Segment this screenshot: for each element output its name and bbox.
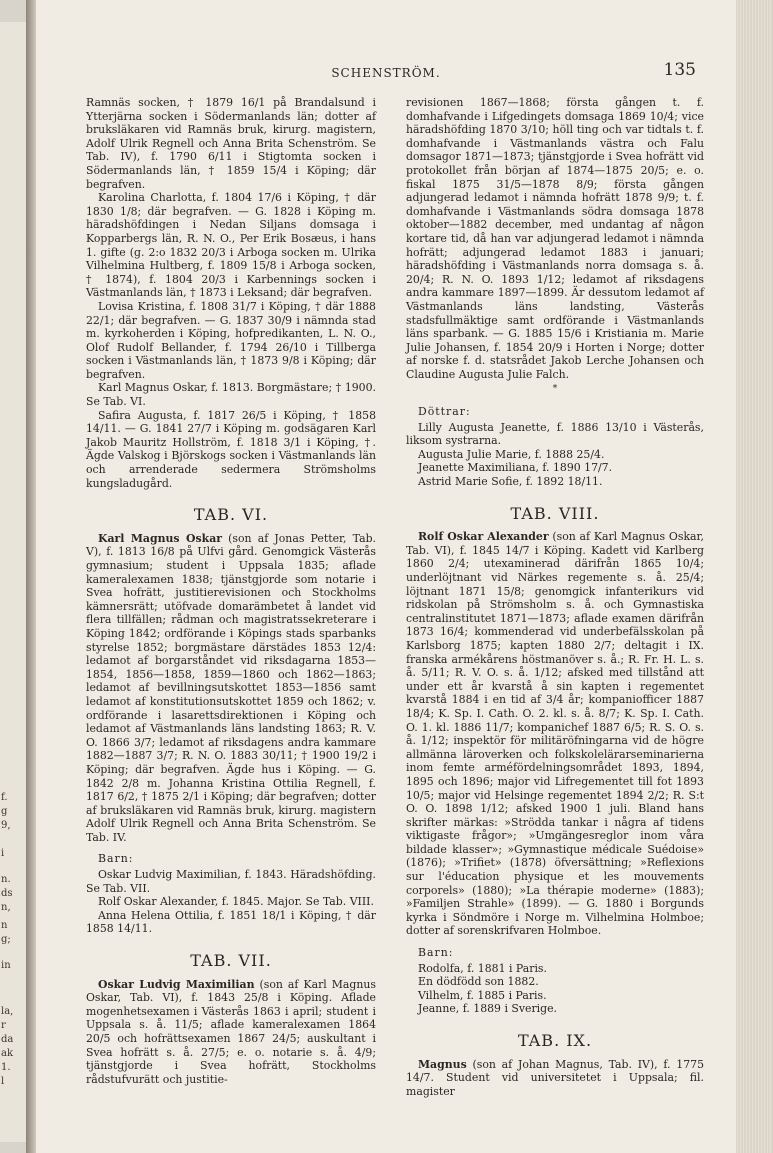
child-entry: Vilhelm, f. 1885 i Paris. [418,988,547,1002]
daughters-label: Döttrar: [418,405,471,419]
child-entry: En dödfödd son 1882. [418,975,539,989]
child-entry: Lilly Augusta Jeanette, f. 1886 13/10 i Västerås, liksom systrarna. [406,420,704,448]
page-number: 135 [663,60,696,80]
previous-page-edge [0,22,27,1142]
margin-fragment: da [1,1034,14,1045]
paragraph [406,530,704,938]
page-stack-edge [736,0,773,1153]
section-heading: TAB. IX. [517,1031,593,1050]
left-column [86,96,376,1086]
margin-fragment: i [1,848,5,859]
paragraph [86,532,376,845]
paragraph [86,978,376,1087]
margin-fragment: n [1,920,8,931]
section-heading: TAB. VI. [193,505,269,525]
section-heading: TAB. VII. [190,951,272,971]
paragraph-text: (son af Jonas Petter, Tab. V), f. 1813 16/8 på Ulfvi gård. Genomgick Västerås gymnasium; student i Uppsala 1835; aflade kameralexamen 1838; tjänstgjorde som notarie i Svea hofrätt, justitierevisionen och Stockholms kämnersrätt; utöfvade domarämbetet å landet vid flera tillfällen; rådman och magistratssekreterare i Köping 1842; ordförande i Köpings stads sparbanks styrelse 1852; borgmästare därstädes 1853 12/4: ledamot af borgarståndet vid riksdagarna 1853—1854, 1856—1858, 1859—1860 och 1862—1863; ledamot af bevillningsutskottet 1853—1856 samt ledamot af konstitutionsutskottet 1859 och 1862; v. ordförande i lasarettsdirektionen i Köping och ledamot af Västmanlands läns landsting 1863; R. V. O. 1866 3/7; ledamot af riksdagens andra kammare 1882—1887 3/7; R. N. O. 1883 30/11; † 1900 19/2 i Köping; där begrafven. Ägde hus i Köping. — G. 1842 2/8 m. Johanna Kristina Ottilia Regnell, f. 1817 6/2, † 1875 2/1 i Köping; där begrafven; dotter af bruksläkaren vid Ramnäs bruk, kirurg. magistern Adolf Ulrik Regnell och Anna Brita Schenström. Se Tab. IV. [86,531,376,844]
paragraph: Karolina Charlotta, f. 1804 17/6 i Köping, † där 1830 1/8; där begrafven. — G. 1828 i Köping m. häradshöfdingen i Nedan Siljans domsaga i Kopparbergs län, R. N. O., Per Erik Bosæus, i hans 1. gifte (g. 2:o 1832 20/3 i Arboga socken m. Ulrika Vilhelmina Hultberg, f. 1809 15/8 i Arboga socken, † 1874), f. 1804 20/3 i Karbennings socken i Västmanlands län, † 1873 i Leksand; där begrafven. [86,191,376,300]
book-gutter [26,0,36,1153]
paragraph [406,1058,704,1099]
margin-fragment: r [1,1020,6,1031]
paragraph: Safira Augusta, f. 1817 26/5 i Köping, † 1858 14/11. — G. 1841 27/7 i Köping m. godsägaren Karl Jakob Mauritz Hollström, f. 1818 3/1 i Köping, †. Ägde Valskog i Björskogs socken i Västmanlands län och arrenderade sedermera Strömsholms kungsladugård. [86,408,376,490]
margin-fragment: la, [1,1006,14,1017]
separator-star: * [552,384,558,395]
person-name: Rolf Oskar Alexander [418,530,549,544]
section-heading: TAB. VIII. [510,503,600,523]
child-entry: Rodolfa, f. 1881 i Paris. [418,961,547,975]
margin-fragment: 9, [1,820,11,831]
right-column [406,96,704,1098]
margin-fragment: n. [1,874,11,885]
margin-fragment: ds [1,888,13,899]
margin-fragment: f. [1,792,8,803]
running-head: SCHENSTRÖM. [331,66,441,80]
margin-fragment: ak [1,1048,14,1059]
child-entry: Oskar Ludvig Maximilian, f. 1843. Häradshöfding. Se Tab. VII. [86,868,376,895]
paragraph: Karl Magnus Oskar, f. 1813. Borgmästare; † 1900. Se Tab. VI. [86,381,376,409]
margin-fragment: g [1,806,8,817]
person-name: Oskar Ludvig Maximilian [98,977,255,991]
margin-fragment: in [1,960,11,971]
page-header [76,60,696,84]
child-entry: Jeanne, f. 1889 i Sverige. [418,1002,558,1016]
child-entry: Rolf Oskar Alexander, f. 1845. Major. Se Tab. VIII. [98,895,374,909]
child-entry: Astrid Marie Sofie, f. 1892 18/11. [418,475,603,489]
children-label: Barn: [98,852,134,866]
person-name: Karl Magnus Oskar [98,531,223,545]
paragraph-text: (son af Johan Magnus, Tab. IV), f. 1775 14/7. Student vid universitetet i Uppsala; fil. magister [406,1057,704,1098]
book-page [36,0,736,1153]
child-entry: Augusta Julie Marie, f. 1888 25/4. [418,447,605,461]
margin-fragment: g; [1,934,11,945]
child-entry: Jeanette Maximiliana, f. 1890 17/7. [418,461,613,475]
paragraph: revisionen 1867—1868; första gången t. f. domhafvande i Lifgedingets domsaga 1869 10/4; vice häradshöfding 1870 3/10; höll ting och var tidtals t. f. domhafvande i Västmanlands västra och Falu domsagor 1871—1873; tjänstgjorde i Svea hofrätt vid protokollet från början af 1874—1875 20/5; e. o. fiskal 1875 31/5—1878 8/9; första gången adjungerad ledamot i nämnda hofrätt 1878 9/9; t. f. domhafvande i Västmanlands södra domsaga 1878 oktober—1882 december, med undantag af någon kortare tid, då han var adjungerad ledamot i nämnda hofrätt; adjungerad ledamot 1883 i januari; häradshöfding i Västmanlands norra domsaga s. å. 20/4; R. N. O. 1893 1/12; ledamot af riksdagens andra kammare 1897—1899. Är dessutom ledamot af Västmanlands läns landsting, Västerås stadsfullmäktige samt ordförande i Västmanlands läns sparbank. — G. 1885 15/6 i Kristiania m. Marie Julie Johansen, f. 1854 20/9 i Horten i Norge; dotter af norske f. d. statsrådet Jakob Lerche Johansen och Claudine Augusta Julie Falch. [406,96,704,381]
paragraph: Lovisa Kristina, f. 1808 31/7 i Köping, † där 1888 22/1; där begrafven. — G. 1837 30/9 i nämnda stad m. kyrkoherden i Köping, hofpredikanten, L. N. O., Olof Rudolf Bellander, f. 1794 26/10 i Tillberga socken i Västmanlands län, † 1873 9/8 i Köping; där begrafven. [86,299,376,381]
margin-fragment: 1. [1,1062,11,1073]
paragraph-text: (son af Karl Magnus Oskar, Tab. VI), f. 1843 25/8 i Köping. Aflade mogenhetsexamen i Västerås 1863 i april; student i Uppsala s. å. 11/5; aflade kameralexamen 1864 20/5 och hofrättsexamen 1867 24/5; auskultant i Svea hofrätt s. å. 27/5; e. o. notarie s. å. 4/9; tjänstgjorde i Svea hofrätt, Stockholms rådstufvurätt och justitie- [86,977,376,1086]
child-entry: Anna Helena Ottilia, f. 1851 18/1 i Köping, † där 1858 14/11. [86,908,376,936]
paragraph-text: (son af Karl Magnus Oskar, Tab. VI), f. 1845 14/7 i Köping. Kadett vid Karlberg 1860 2/4; utexaminerad därifrån 1865 10/4; underlöjtnant vid Närkes regemente s. å. 25/4; löjtnant 1871 15/8; genomgick infanterikurs vid ridskolan på Strömsholm s. å. och Gymnastiska centralinstitutet 1871—1873; aflade examen därifrån 1873 16/4; kommenderad vid underbefälsskolan på Karlsborg 1875; kapten 1880 2/7; deltagit i IX. franska armékårens höstmanöver s. å.; R. Fr. H. L. s. å. 5/11; R. V. O. s. å. 1/12; afsked med tillstånd att under ett år kvarstå å sin kapten i regementet kvarstå 1884 i en tid af 3/4 år; kompaniofficer 1887 18/4; K. Sp. I. Cath. O. 2. kl. s. å. 8/7; K. Sp. I. Cath. O. 1. kl. 1886 11/7; kompanichef 1887 6/5; R. S. O. s. å. 1/12; inspektör för militäröfningarna vid de högre allmänna läroverken och folkskolelärarseminarierna inom femte arméfördelningsområdet 1893, 1894, 1895 och 1896; major vid Lifregementet till fot 1893 10/5; major vid Helsinge regementet 1894 2/2; R. S:t O. O. 1898 1/12; afsked 1900 1 juli. Bland hans skrifter märkas: »Strödda tankar i några af tidens viktigaste frågor»; »Umgängesreglor inom våra bildade klasser»; »Gymnastique médicale Suédoise» (1876); »Trifiet» (1878) öfversättning; »Reflexions sur l'éducation physique et les mouvements corporels» (1880); »La thérapie moderne» (1883); »Familjen Strahle» (1899). — G. 1880 i Borgunds kyrka i Söndmöre i Norge m. Vilhelmina Holmboe; dotter af sorenskrifvaren Holmboe. [406,530,705,938]
paragraph: Ramnäs socken, † 1879 16/1 på Brandalsund i Ytterjärna socken i Södermanlands län; dotter af bruksläkaren vid Ramnäs bruk, kirurg. magistern, Adolf Ulrik Regnell och Anna Brita Schenström. Se Tab. IV), f. 1790 6/11 i Stigtomta socken i Södermanlands län, † 1859 15/4 i Köping; där begrafven. [86,96,376,191]
margin-fragment: n, [1,902,11,913]
children-label: Barn: [418,946,454,960]
margin-fragment: l [1,1076,5,1087]
person-name: Magnus [418,1057,467,1071]
